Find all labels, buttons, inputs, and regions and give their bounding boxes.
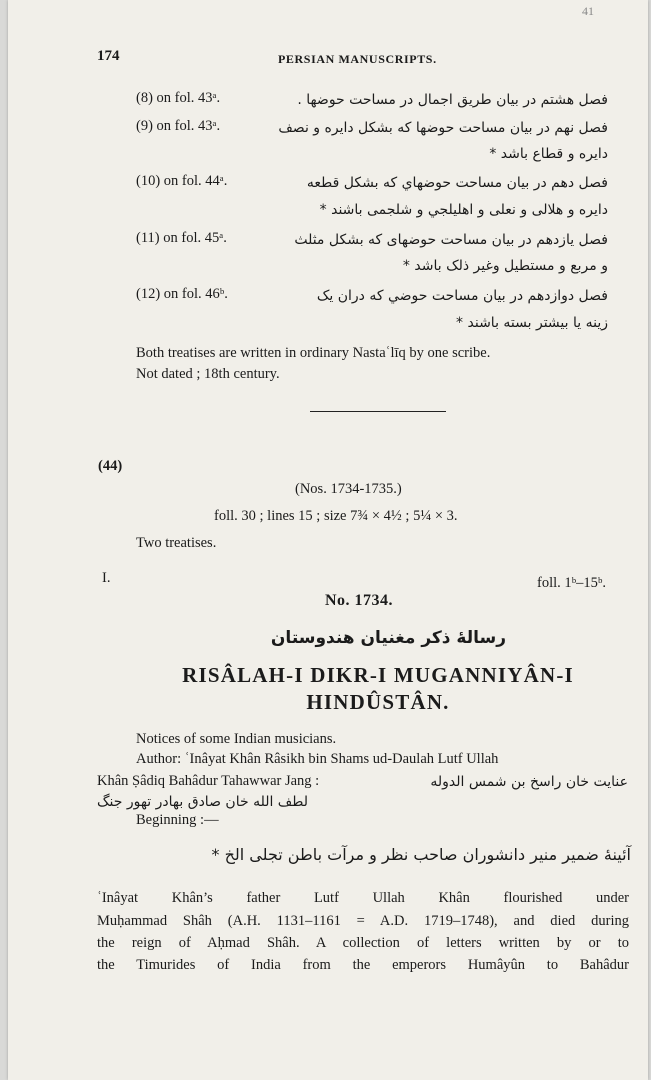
treatise-count: Two treatises.	[136, 535, 217, 551]
treatise-number: No. 1734.	[325, 592, 394, 609]
folio-description: foll. 30 ; lines 15 ; size 7¾ × 4½ ; 5¼ × 3.	[214, 508, 458, 524]
chapter-fol: (12) on fol. 46ᵇ.	[136, 286, 228, 302]
corner-mark: 41	[582, 4, 594, 18]
chapter-fol: (11) on fol. 45ᵃ.	[136, 230, 227, 246]
closing-note: Both treatises are written in ordinary Nastaʿlīq by one scribe.	[136, 345, 491, 361]
section-divider	[310, 411, 446, 412]
chapter-persian: فصل دهم در بیان مساحت حوضهاي که بشکل قطعه	[306, 175, 608, 191]
author-persian: لطف الله خان صادق بهادر تهور جنگ	[97, 794, 309, 810]
running-head: PERSIAN MANUSCRIPTS.	[278, 52, 437, 66]
treatise-title: RISÂLAH-I DIKR-I MUGANNIYÂN-I HINDÛSTÂN.	[182, 663, 574, 714]
chapter-persian: فصل یازدهم در بیان مساحت حوضهای که بشکل مثلث	[294, 232, 608, 248]
chapter-persian: فصل نهم در بیان مساحت حوضها که بشکل دایره و نصف	[278, 120, 608, 136]
beginning-persian: آئینۀ ضمیر منیر دانشوران صاحب نظر و مرآت باطن تجلی الخ *	[211, 845, 631, 864]
folio-range: foll. 1ᵇ–15ᵇ.	[537, 575, 606, 591]
paragraph-line: the reign of Aḥmad Shâh. A collection of letters written by or to	[97, 935, 629, 951]
chapter-fol: (8) on fol. 43ᵃ.	[136, 90, 221, 106]
beginning-label: Beginning :—	[136, 812, 219, 828]
page-number: 174	[97, 48, 120, 64]
author-persian: عنایت خان راسخ بن شمس الدوله	[430, 774, 628, 790]
manuscript-numbers: (Nos. 1734-1735.)	[295, 481, 402, 497]
part-number: I.	[102, 570, 111, 586]
chapter-persian: فصل هشتم در بیان طریق اجمال در مساحت حوضها .	[297, 92, 608, 108]
chapter-persian: و مربع و مستطیل وغیر ذلک باشد *	[402, 258, 608, 274]
description: Notices of some Indian musicians.	[136, 731, 337, 747]
author-line: Author: ʿInâyat Khân Râsikh bin Shams ud-Daulah Lutf Ullah	[136, 751, 499, 767]
chapter-persian: دایره و قطاع باشد *	[489, 146, 608, 162]
persian-title: رسالۀ ذکر مغنیان هندوستان	[270, 628, 506, 648]
paragraph-line: Muḥammad Shâh (A.H. 1131–1161 = A.D. 1719–1748), and died during	[97, 913, 629, 929]
chapter-persian: زینه یا بیشتر بسته باشند *	[456, 315, 608, 331]
entry-number: (44)	[98, 458, 123, 474]
chapter-persian: دایره و هلالی و نعلی و اهلیلجي و شلجمی باشند *	[319, 202, 608, 218]
author-line: Khân Ṣâdiq Bahâdur Tahawwar Jang :	[97, 773, 320, 789]
paragraph-line: ʿInâyat Khân’s father Lutf Ullah Khân flourished under	[97, 890, 629, 906]
closing-note: Not dated ; 18th century.	[136, 366, 280, 382]
document-page	[8, 0, 648, 1080]
chapter-persian: فصل دوازدهم در بیان مساحت حوضي که دران یک	[316, 288, 608, 304]
chapter-fol: (10) on fol. 44ᵃ.	[136, 173, 228, 189]
chapter-fol: (9) on fol. 43ᵃ.	[136, 118, 221, 134]
paragraph-line: the Timurides of India from the emperors Humâyûn to Bahâdur	[97, 957, 629, 973]
